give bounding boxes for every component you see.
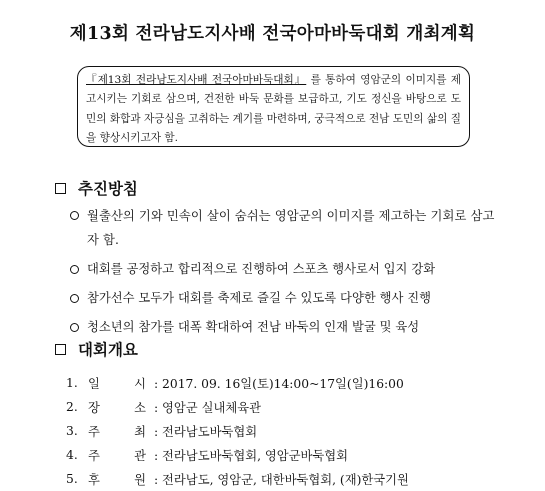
- label-char: 최: [134, 425, 146, 439]
- overview-row: [66, 443, 506, 467]
- row-number: 5.: [66, 472, 78, 486]
- list-item: [70, 316, 500, 339]
- row-label: [88, 422, 154, 440]
- circle-bullet-icon: [70, 265, 79, 274]
- row-value: : 전라남도바둑협회: [154, 425, 258, 439]
- square-bullet-icon: [55, 183, 66, 194]
- list-item-text: 청소년의 참가를 대폭 확대하여 전남 바둑의 인재 발굴 및 육성: [87, 320, 420, 334]
- row-value: : 2017. 09. 16일(토)14:00~17일(일)16:00: [154, 377, 404, 391]
- label-char: 주: [88, 449, 100, 463]
- list-item-text: 월출산의 기와 민속이 살이 숨쉬는 영암군의 이미지를 제고하는 기회로 삼고자 함.: [87, 209, 495, 247]
- circle-bullet-icon: [70, 211, 79, 220]
- row-label: [88, 446, 154, 464]
- overview-row: [66, 395, 506, 419]
- policy-list: [70, 204, 500, 345]
- section-title: 추진방침: [78, 179, 138, 198]
- intro-highlight: 『제13회 전라남도지사배 전국아마바둑대회』: [86, 74, 307, 86]
- square-bullet-icon: [55, 344, 66, 355]
- row-value: : 영암군 실내체육관: [154, 401, 261, 415]
- list-item: [70, 204, 500, 252]
- document-title: 제13회 전라남도지사배 전국아마바둑대회 개최계획: [69, 24, 476, 44]
- intro-box: [77, 66, 470, 147]
- label-char: 일: [88, 377, 100, 391]
- label-char: 후: [88, 473, 100, 487]
- list-item: [70, 258, 500, 281]
- list-item: [70, 287, 500, 310]
- section-heading-overview: [55, 338, 138, 360]
- overview-row: [66, 371, 506, 395]
- label-char: 주: [88, 425, 100, 439]
- section-heading-policy: [55, 177, 138, 199]
- label-char: 시: [134, 377, 146, 391]
- row-value: : 전라남도, 영암군, 대한바둑협회, (재)한국기원: [154, 473, 409, 487]
- label-char: 관: [134, 449, 146, 463]
- list-item-text: 대회를 공정하고 합리적으로 진행하여 스포츠 행사로서 입지 강화: [87, 262, 436, 276]
- row-label: [88, 398, 154, 416]
- row-label: [88, 470, 154, 488]
- circle-bullet-icon: [70, 294, 79, 303]
- overview-row: [66, 467, 506, 491]
- circle-bullet-icon: [70, 323, 79, 332]
- label-char: 장: [88, 401, 100, 415]
- intro-text: 를 통하여 영암군의 이미지를 제고시키는 기회로 삼으며, 건전한 바둑 문화를 보급하고, 기도 정신을 바탕으로 도민의 화합과 자긍심을 고취하는 계기를 마련하며, 궁극적으로 전남 도민의 삶의 질을 향상시키고자 함.: [86, 74, 461, 145]
- list-item-text: 참가선수 모두가 대회를 축제로 즐길 수 있도록 다양한 행사 진행: [87, 291, 432, 305]
- intro-paragraph: [86, 71, 461, 149]
- section-title: 대회개요: [78, 340, 138, 359]
- row-number: 3.: [66, 424, 78, 438]
- row-number: 1.: [66, 376, 78, 390]
- overview-row: [66, 419, 506, 443]
- row-value: : 전라남도바둑협회, 영암군바둑협회: [154, 449, 349, 463]
- label-char: 원: [134, 473, 146, 487]
- row-number: 2.: [66, 400, 78, 414]
- row-number: 4.: [66, 448, 78, 462]
- row-label: [88, 374, 154, 392]
- label-char: 소: [134, 401, 146, 415]
- overview-list: [66, 371, 506, 491]
